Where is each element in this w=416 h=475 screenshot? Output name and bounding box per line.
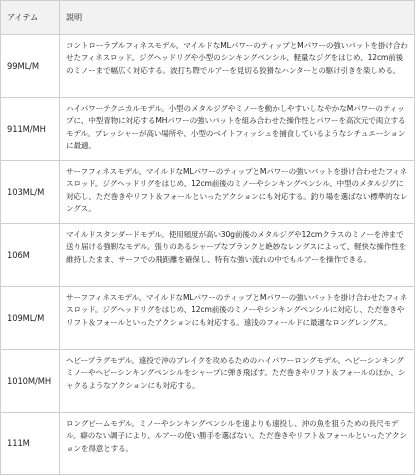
item-name: 103ML/M [1,161,60,223]
header-description: 説明 [60,1,415,34]
item-name: 1010M/MH [1,350,60,412]
item-name: 109ML/M [1,287,60,349]
table-row [1,413,415,475]
table-row [1,161,415,224]
item-name: 106M [1,224,60,286]
table-row [1,287,415,350]
header-item: アイテム [1,1,60,34]
item-description: サーフフィネスモデル。マイルドなMLパワーのティップとMパワーの強いバットを掛け合わせたフィネスロッド。ジグヘッドリグをはじめ、12cm前後のミノーやシンキングペンシル、中型のメタルジグに対応し、ただ巻きやリフト＆フォールといったアクションにも対応する。釣り場を選ばない標準的なレングス。 [60,161,415,223]
item-description: ヘビープラグモデル。遠投で沖のブレイクを攻めるためのハイパワーロングモデル。ヘビーシンキングミノーやヘビーシンキングペンシルをシャープに弾き飛ばす。ただ巻きやリフト＆フォールのほか、シャクるようなアクションにも対応する。 [60,350,415,412]
item-name: 99ML/M [1,35,60,97]
item-description: ハイパワーテクニカルモデル。小型のメタルジグやミノーを動かしやすいしなやかなMパワーのティップに、中型青物に対応するMHパワーの強いバットを組み合わせた操作性とパワーを高次元で両立するモデル。プレッシャーが高い場所や、小型のベイトフィッシュを捕食しているようなシチュエーションに最適。 [60,98,415,160]
table-header-row [1,1,415,35]
table-row [1,35,415,98]
table-row [1,224,415,287]
item-description: サーフフィネスモデル。マイルドなMLパワーのティップとMパワーの強いバットを掛け合わせたフィネスロッド。ジグヘッドリグをはじめ、12cm前後のミノーやシンキングペンシルに対応し、ただ巻きやリフト＆フォールといったアクションにも対応する。遠浅のフィールドに最適なロングレングス。 [60,287,415,349]
item-name: 911M/MH [1,98,60,160]
table-row [1,98,415,161]
table-row [1,350,415,413]
item-description: マイルドスタンダードモデル。使用頻度が高い30g前後のメタルジグや12cmクラスのミノーを沖まで送り届ける強靭なモデル。張りのあるシャープなブランクと絶妙なレングスによって、軽快な操作性を維持したまま、サーフでの飛距離を確保し、特有な強い流れの中でもルアーを操作できる。 [60,224,415,286]
item-description: ロングビームモデル。ミノーやシンキングペンシルを遠よりも遠投し、沖の魚を狙うための長尺モデル。癖のない調子により、ルアーの使い勝手を選ばない。ただ巻きやリフト＆フォールといったアクションを得意とする。 [60,413,415,474]
item-description: コントローラブルフィネスモデル。マイルドなMLパワーのティップとMパワーの強いバットを掛け合わせたフィネスロッド。ジグヘッドリグや小型のシンキングペンシル、軽量なジグをはじめ、12cm前後のミノーまで幅広く対応する。波打ち際でルアーを見切る狡猾なハンターとの駆け引きを楽しめる。 [60,35,415,97]
item-name: 111M [1,413,60,474]
